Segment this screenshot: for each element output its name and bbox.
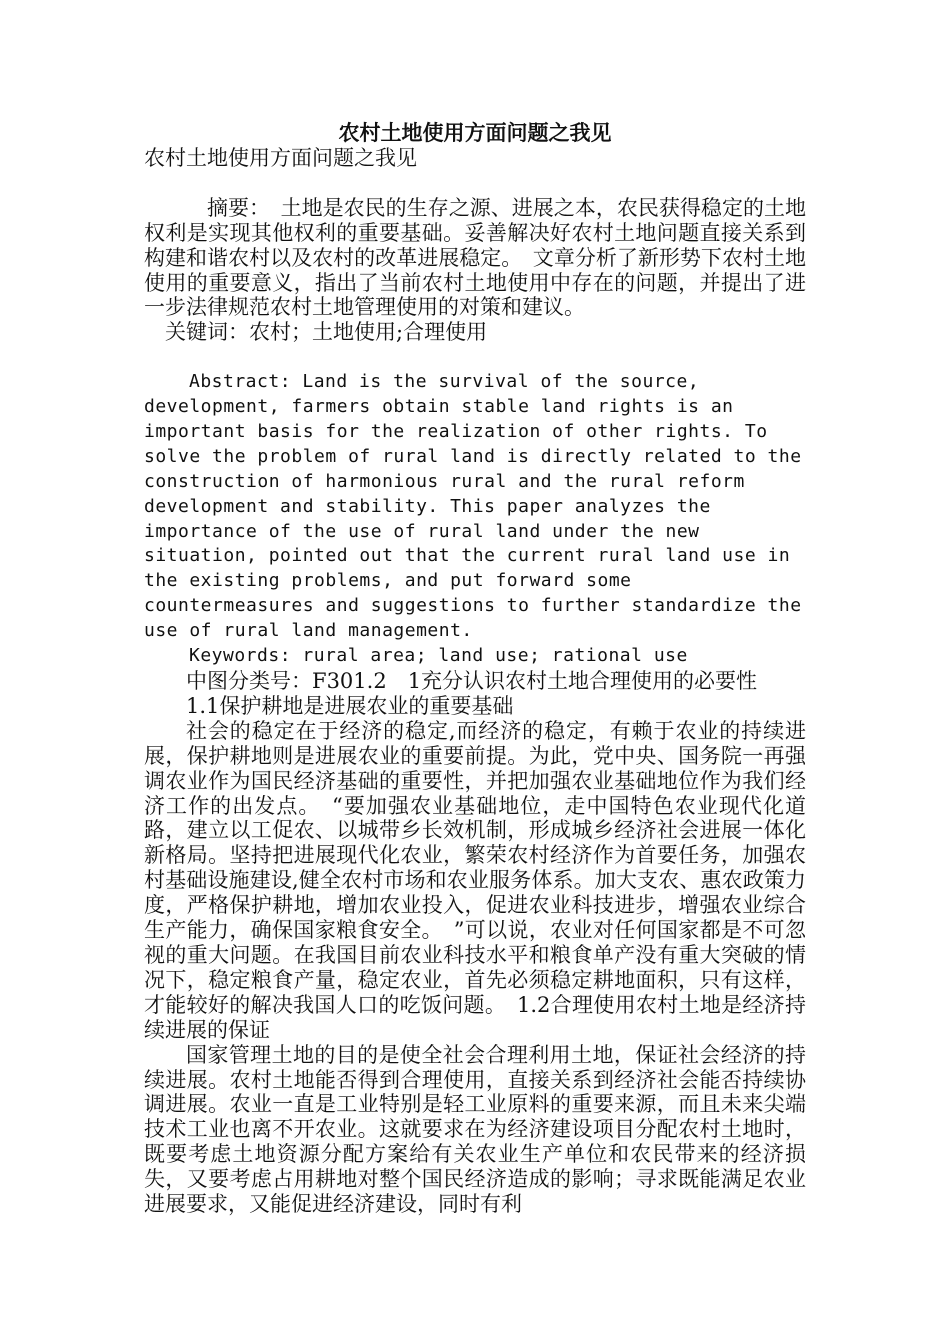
- blank-line: [144, 171, 806, 196]
- abstract-chinese: 摘要： 土地是农民的生存之源、进展之本，农民获得稳定的土地权利是实现其他权利的重要基础。妥善解决好农村土地问题直接关系到构建和谐农村以及农村的改革进展稳定。 文章分析了新形势下农村土地使用的重要意义，指出了当前农村土地使用中存在的问题，并提出了进一步法律规范农村土地管理使用的对策和建议。: [144, 195, 806, 320]
- document-title: 农村土地使用方面问题之我见: [338, 120, 612, 145]
- keywords-english: Keywords: rural area; land use; rational use: [189, 645, 688, 667]
- blank-line: [144, 345, 806, 370]
- body-paragraph-1: 社会的稳定在于经济的稳定,而经济的稳定，有赖于农业的持续进展，保护耕地则是进展农业的重要前提。为此，党中央、国务院一再强调农业作为国民经济基础的重要性，并把加强农业基础地位作为我们经济工作的出发点。 “要加强农业基础地位，走中国特色农业现代化道路，建立以工促农、以城带乡长效机制，形成城乡经济社会进展一体化新格局。坚持把进展现代化农业，繁荣农村经济作为首要任务，加强农村基础设施建设,健全农村市场和农业服务体系。加大支农、惠农政策力度，严格保护耕地，增加农业投入，促进农业科技进步，增强农业综合生产能力，确保国家粮食安全。 ”可以说，农业对任何国家都是不可忽视的重大问题。在我国目前农业科技水平和粮食单产没有重大突破的情况下，稳定粮食产量，稳定农业，首先必须稳定耕地面积，只有这样，才能较好的解决我国人口的吃饭问题。 1.2合理使用农村土地是经济持续进展的保证: [144, 718, 806, 1042]
- body-paragraph-2: 国家管理土地的目的是使全社会合理利用土地，保证社会经济的持续进展。农村土地能否得到合理使用，直接关系到经济社会能否持续协调进展。农业一直是工业特别是轻工业原料的重要来源，而且未来尖端技术工业也离不开农业。这就要求在为经济建设项目分配农村土地时，既要考虑土地资源分配方案给有关农业生产单位和农民带来的经济损失，又要考虑占用耕地对整个国民经济造成的影响；寻求既能满足农业进展要求，又能促进经济建设，同时有利: [144, 1042, 806, 1217]
- document-body: [144, 120, 806, 1217]
- document-subtitle: 农村土地使用方面问题之我见: [144, 146, 417, 170]
- abstract-english: Abstract: Land is the survival of the source, development, farmers obtain stable land rights is an important basis for the realization of other rights. To solve the problem of rural land is directly related to the construction of harmonious rural and the rural reform development and stability. This paper analyzes the importance of the use of rural land under the new situation, pointed out that the current rural land use in the existing problems, and put forward some countermeasures and suggestions to further standardize the use of rural land management.: [144, 371, 802, 642]
- keywords-chinese: 关键词：农村；土地使用;合理使用: [165, 320, 488, 345]
- section-heading-1-1: 1.1保护耕地是进展农业的重要基础: [186, 693, 514, 718]
- classification-line: 中图分类号：F301.2 1充分认识农村土地合理使用的必要性: [186, 669, 758, 693]
